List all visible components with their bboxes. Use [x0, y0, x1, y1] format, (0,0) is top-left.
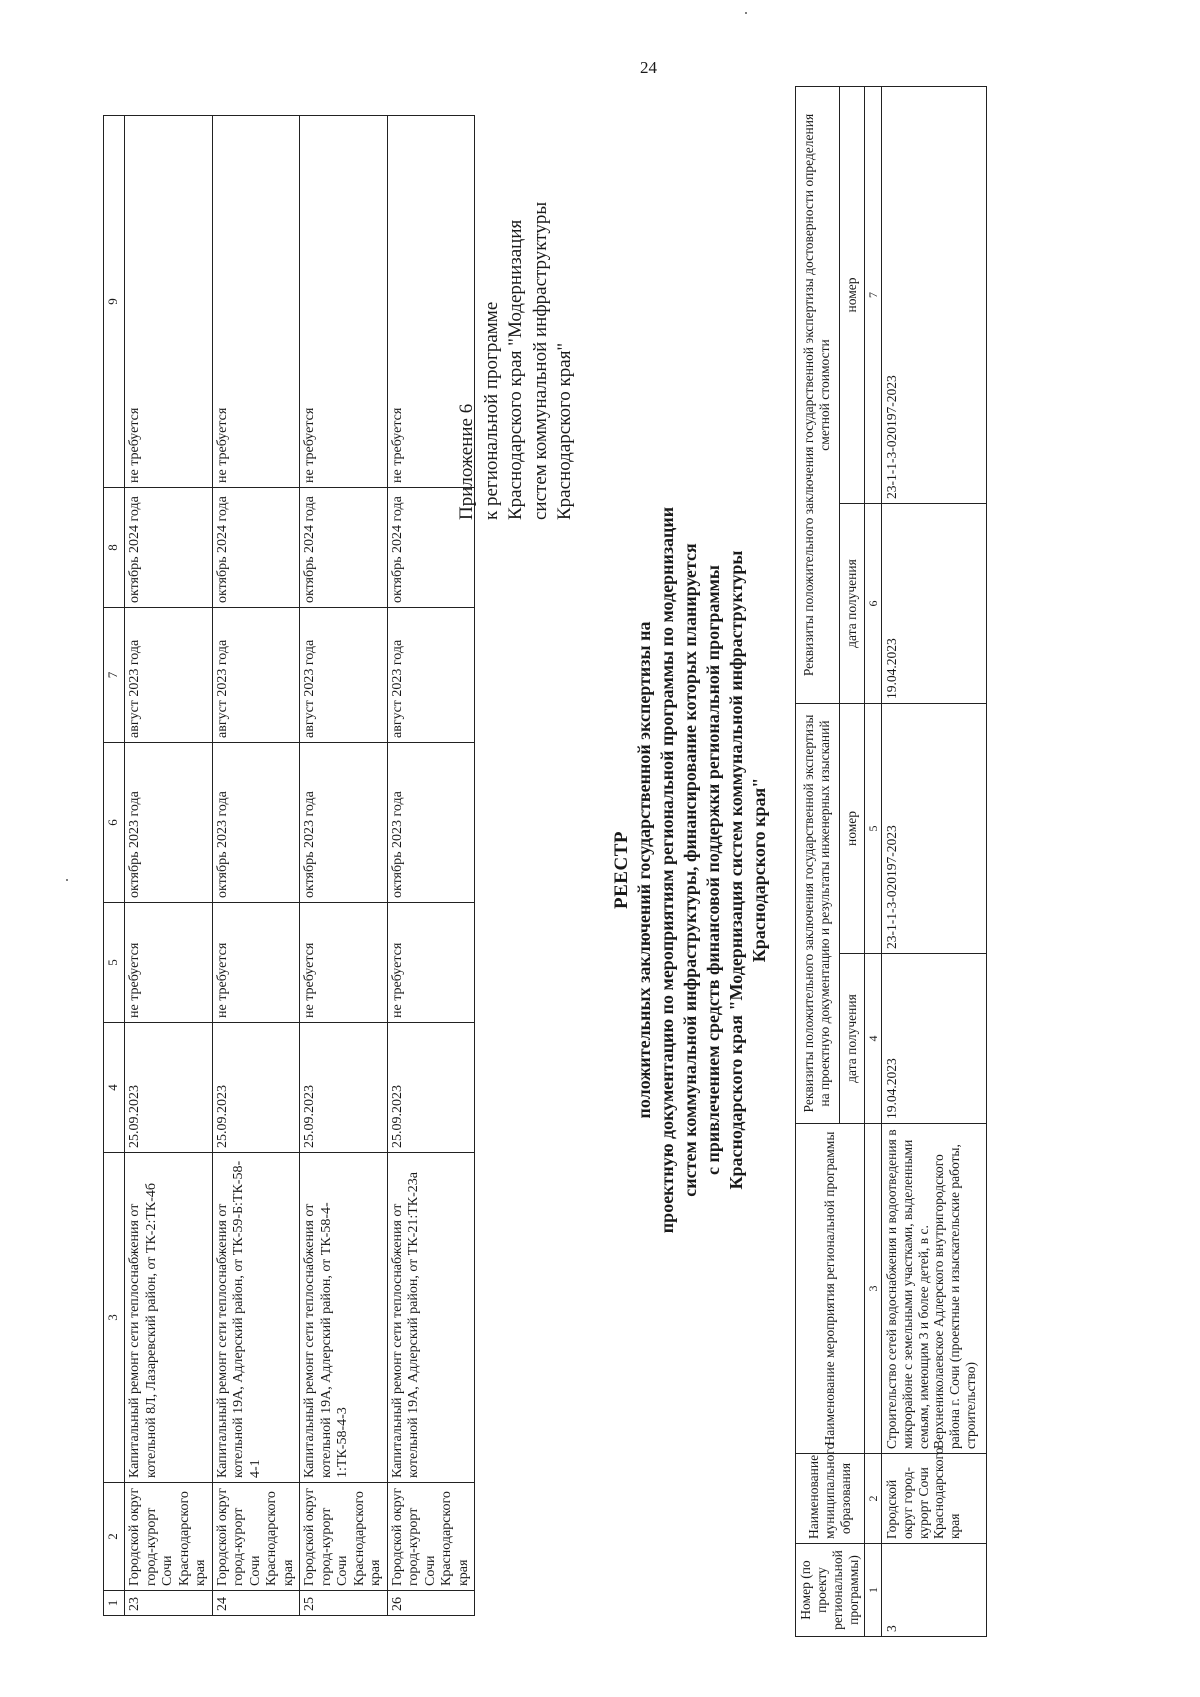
date-cell: август 2023 года [125, 608, 213, 743]
status-cell: не требуется [125, 903, 213, 1023]
column-number: 7 [864, 87, 881, 504]
status-cell: не требуется [387, 116, 475, 488]
header-event: Наименование мероприятия региональной программы [796, 1124, 865, 1454]
column-number: 1 [104, 1591, 125, 1616]
column-numbers-row [864, 87, 881, 1637]
date-cell: 25.09.2023 [300, 1023, 388, 1153]
column-number: 4 [104, 1023, 125, 1153]
date-cell: октябрь 2023 года [387, 743, 475, 903]
row-number: 3 [881, 1544, 986, 1637]
register-table [795, 86, 987, 1637]
column-number: 2 [864, 1454, 881, 1544]
table-row [881, 87, 986, 1637]
column-number: 7 [104, 608, 125, 743]
page-number: 24 [640, 58, 657, 77]
appendix-line: Приложение 6 [456, 403, 477, 520]
date-cell: октябрь 2024 года [300, 488, 388, 608]
register-heading [610, 90, 771, 1650]
appendix-line: систем коммунальной инфраструктуры [529, 201, 551, 520]
date-cell: октябрь 2024 года [125, 488, 213, 608]
municipality-cell: Городской округ город-курорт Сочи Краснодарского края [212, 1483, 300, 1591]
register-title: РЕЕСТР [611, 831, 632, 909]
table-row [212, 116, 300, 1616]
row-number: 23 [125, 1591, 213, 1616]
column-number: 4 [864, 954, 881, 1124]
row-number: 26 [387, 1591, 475, 1616]
event-cell: Капитальный ремонт сети теплоснабжения от котельной 19А, Адлерский район, от ТК-58-4-1:ТК-58-4-3 [300, 1153, 388, 1483]
header-number: Номер (по проекту региональной программы) [796, 1544, 865, 1637]
status-cell: не требуется [300, 903, 388, 1023]
register-table-block [795, 87, 1115, 1637]
table-row [300, 116, 388, 1616]
appendix-line: Краснодарского края" [554, 342, 575, 520]
scan-speck [745, 12, 747, 14]
date-cell: октябрь 2024 года [387, 488, 475, 608]
header-date: дата получения [839, 954, 864, 1124]
event-cell: Строительство сетей водоснабжения и водоотведения в микрорайоне с земельными участками, выделенными семьям, имеющим 3 и более детей, в с. Верхнениколаевское Адлерского внутригородского района г. Сочи (проектные и изыскательские работы, строительство) [881, 1124, 986, 1454]
header-project-expertise: Реквизиты положительного заключения государственной экспертизы на проектную документацию и результаты инженерных изысканий [796, 704, 840, 1124]
date-cell: 25.09.2023 [387, 1023, 475, 1153]
conclusion-number-cell: 23-1-1-3-020197-2023 [881, 87, 986, 504]
event-cell: Капитальный ремонт сети теплоснабжения от котельной 19А, Адлерский район, от ТК-21:ТК-23а [387, 1153, 475, 1483]
column-number: 3 [104, 1153, 125, 1483]
column-number: 3 [864, 1124, 881, 1454]
heading-line: Краснодарского края" [749, 777, 769, 963]
continuation-table [103, 115, 475, 1616]
header-number-col: номер [839, 704, 864, 954]
heading-line: положительных заключений государственной экспертизы на [634, 621, 654, 1119]
header-municipality: Наименование муниципального образования [796, 1454, 865, 1544]
municipality-cell: Городской округ город-курорт Сочи Краснодарского края [881, 1454, 986, 1544]
table-row [125, 116, 213, 1616]
conclusion-number-cell: 23-1-1-3-020197-2023 [881, 704, 986, 954]
date-cell: 19.04.2023 [881, 504, 986, 704]
heading-line: проектную документацию по мероприятиям региональной программы по модернизации [657, 506, 677, 1234]
appendix-note [455, 90, 578, 520]
heading-line: с привлечением средств финансовой поддержки региональной программы [703, 565, 723, 1175]
column-number: 5 [864, 704, 881, 954]
municipality-cell: Городской округ город-курорт Сочи Краснодарского края [125, 1483, 213, 1591]
column-number: 5 [104, 903, 125, 1023]
column-number: 8 [104, 488, 125, 608]
header-row [796, 87, 840, 1637]
appendix-line: к региональной программе [480, 301, 502, 520]
event-cell: Капитальный ремонт сети теплоснабжения от котельной 19А, Адлерский район, от ТК-59-Б:ТК-58-4-1 [212, 1153, 300, 1483]
header-number-col: номер [839, 87, 864, 504]
column-number: 1 [864, 1544, 881, 1637]
header-estimate-expertise: Реквизиты положительного заключения государственной экспертизы достоверности определения сметной стоимости [796, 87, 840, 704]
status-cell: не требуется [387, 903, 475, 1023]
event-cell: Капитальный ремонт сети теплоснабжения от котельной 8Л, Лазаревский район, от ТК-2:ТК-4б [125, 1153, 213, 1483]
date-cell: октябрь 2023 года [212, 743, 300, 903]
column-number: 9 [104, 116, 125, 488]
date-cell: 19.04.2023 [881, 954, 986, 1124]
column-number: 2 [104, 1483, 125, 1591]
status-cell: не требуется [212, 903, 300, 1023]
row-number: 24 [212, 1591, 300, 1616]
register-heading-block [455, 90, 835, 1650]
appendix-line: Краснодарского края "Модернизация [505, 219, 526, 520]
status-cell: не требуется [125, 116, 213, 488]
date-cell: август 2023 года [212, 608, 300, 743]
date-cell: 25.09.2023 [125, 1023, 213, 1153]
column-number: 6 [104, 743, 125, 903]
row-number: 25 [300, 1591, 388, 1616]
municipality-cell: Городской округ город-курорт Сочи Краснодарского края [300, 1483, 388, 1591]
date-cell: август 2023 года [300, 608, 388, 743]
header-date: дата получения [839, 504, 864, 704]
status-cell: не требуется [300, 116, 388, 488]
column-number: 6 [864, 504, 881, 704]
status-cell: не требуется [212, 116, 300, 488]
scan-speck [66, 879, 68, 881]
heading-line: Краснодарского края "Модернизация систем коммунальной инфраструктуры [726, 550, 746, 1190]
column-numbers-row [104, 116, 125, 1616]
date-cell: октябрь 2024 года [212, 488, 300, 608]
date-cell: октябрь 2023 года [125, 743, 213, 903]
date-cell: август 2023 года [387, 608, 475, 743]
heading-line: систем коммунальной инфраструктуры, финансирование которых планируется [680, 543, 700, 1197]
date-cell: октябрь 2023 года [300, 743, 388, 903]
municipality-cell: Городской округ город-курорт Сочи Краснодарского края [387, 1483, 475, 1591]
date-cell: 25.09.2023 [212, 1023, 300, 1153]
